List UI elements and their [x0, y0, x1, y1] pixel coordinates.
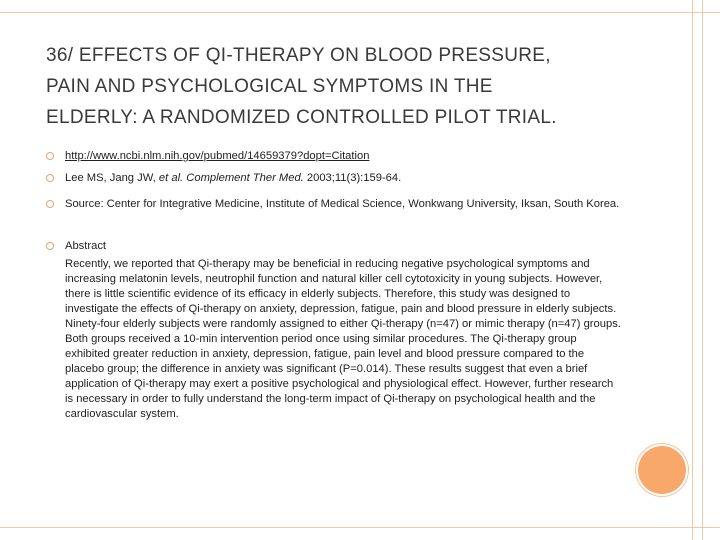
abstract-heading: Abstract: [65, 240, 107, 252]
frame-bottom-line: [0, 527, 720, 528]
list-item-abstract: [46, 239, 622, 422]
bullet-icon: [46, 242, 54, 250]
citation-details: 2003;11(3):159-64.: [303, 172, 402, 184]
abstract-text: Recently, we reported that Qi-therapy may be beneficial in reducing negative psychological symptoms and increasing melatonin levels, neutrophil function and natural killer cell cytotoxicity in young subjects. However, there is little scientific evidence of its efficacy in elderly subjects. Therefore, this study was designed to investigate the effects of Qi-therapy on anxiety, depression, fatigue, pain and blood pressure in elderly subjects. Ninety-four elderly subjects were randomly assigned to either Qi-therapy (n=47) or mimic therapy (n=47) groups. Both groups received a 10-min intervention period once using similar procedures. The Qi-therapy group exhibited greater reduction in anxiety, depression, fatigue, pain level and blood pressure compared to the placebo group; the difference in anxiety was significant (P=0.014). These results suggest that even a brief application of Qi-therapy may exert a positive psychological and physiological effect. However, further research is necessary in order to fully understand the long-term impact of Qi-therapy on psychological health and the cardiovascular system.: [65, 258, 621, 420]
title-line-1: 36/ EFFECTS OF QI-THERAPY ON BLOOD PRESSURE,: [46, 45, 551, 66]
source-text: Source: Center for Integrative Medicine, Institute of Medical Science, Wonkwang University, Iksan, South Korea.: [65, 198, 620, 210]
bullet-icon: [46, 200, 54, 208]
bullet-icon: [46, 152, 54, 160]
title-line-3: ELDERLY: A RANDOMIZED CONTROLLED PILOT TRIAL.: [46, 107, 557, 128]
pubmed-link[interactable]: http://www.ncbi.nlm.nih.gov/pubmed/14659379?dopt=Citation: [65, 150, 370, 162]
slide-title: [46, 40, 666, 133]
frame-right-line-outer: [702, 0, 703, 540]
list-item-link: [46, 149, 622, 164]
decorative-circle: [638, 446, 686, 494]
citation-authors: Lee MS, Jang JW,: [65, 172, 159, 184]
citation-journal: et al. Complement Ther Med.: [158, 172, 304, 184]
list-item-source: [46, 197, 622, 212]
frame-top-line: [0, 12, 720, 13]
title-line-2: PAIN AND PSYCHOLOGICAL SYMPTOMS IN THE: [46, 76, 493, 97]
bullet-icon: [46, 174, 54, 182]
list-item-citation: [46, 171, 622, 186]
slide-content: [46, 149, 622, 422]
frame-right-line-inner: [692, 0, 693, 540]
